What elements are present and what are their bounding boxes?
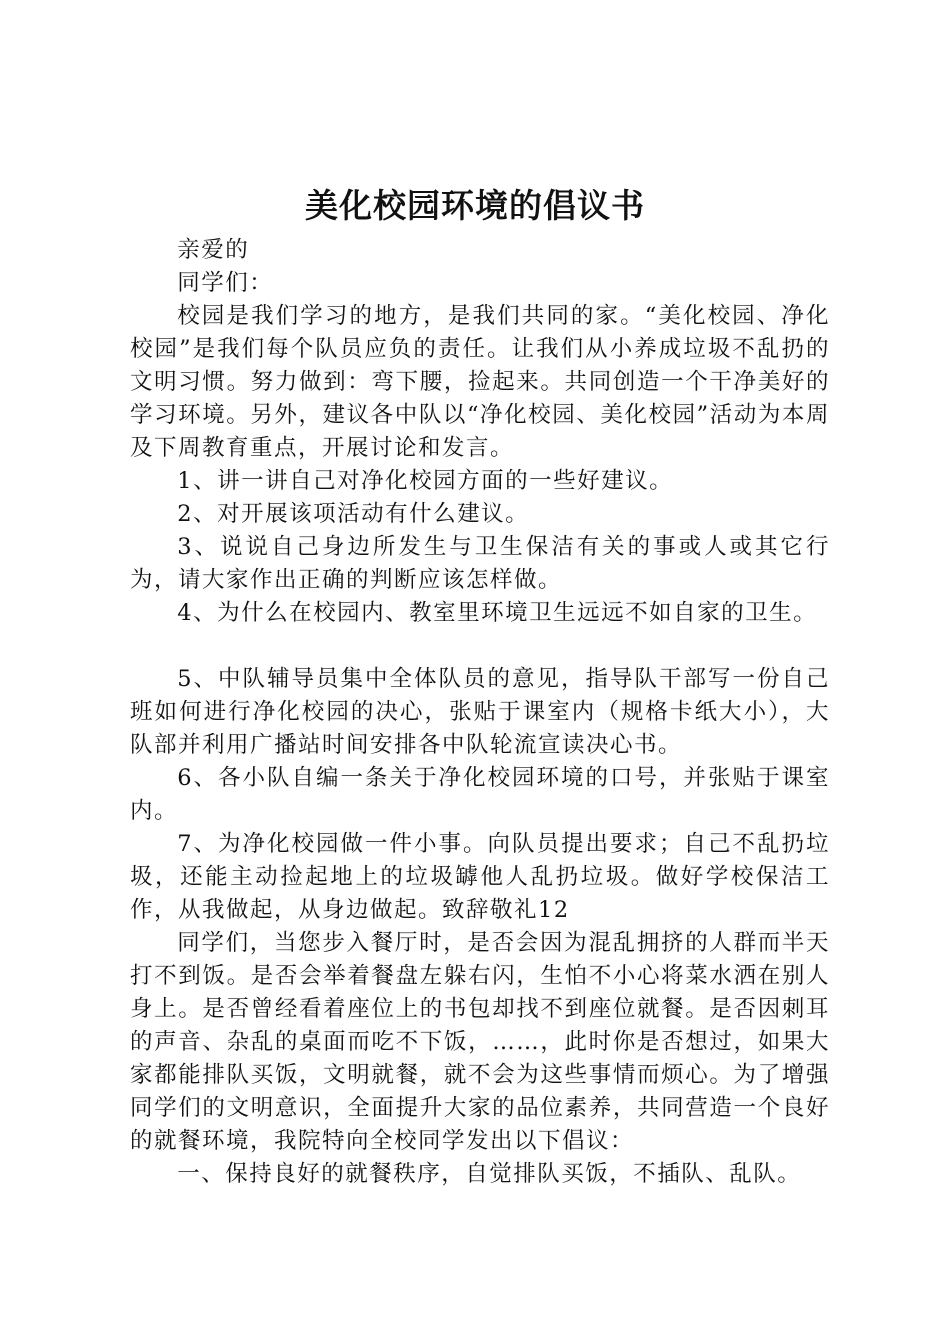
document-body <box>130 234 830 1191</box>
paragraph-item-7: 7、为净化校园做一件小事。向队员提出要求；自己不乱扔垃圾，还能主动捡起地上的垃圾罅他人乱扔垃圾。做好学校保洁工作，从我做起，从身边做起。致辞敬礼12 <box>130 831 830 923</box>
salutation-line-1: 亲爱的 <box>177 237 250 263</box>
paragraph-item-3: 3、说说自己身边所发生与卫生保洁有关的事或人或其它行为，请大家作出正确的判断应该怎样做。 <box>130 534 830 593</box>
paragraph-item-6: 6、各小队自编一条关于净化校园环境的口号，并张贴于课室内。 <box>130 765 830 824</box>
paragraph-item-5: 5、中队辅导员集中全体队员的意见，指导队干部写一份自己班如何进行净化校园的决心，张贴于课室内（规格卡纸大小），大队部并利用广播站时间安排各中队轮流宣读决心书。 <box>130 666 830 758</box>
paragraph-dining: 同学们，当您步入餐厅时，是否会因为混乱拥挤的人群而半天打不到饭。是否会举着餐盘左躲右闪，生怕不小心将菜水洒在别人身上。是否曾经看着座位上的书包却找不到座位就餐。是否因刺耳的声音、杂乱的桌面而吃不下饭，……，此时你是否想过，如果大家都能排队买饭，文明就餐，就不会为这些事情而烦心。为了增强同学们的文明意识，全面提升大家的品位素养，共同营造一个良好的就餐环境，我院特向全校同学发出以下倡议： <box>130 930 830 1154</box>
paragraph-item-1: 1、讲一讲自己对净化校园方面的一些好建议。 <box>177 468 674 494</box>
paragraph-intro: 校园是我们学习的地方，是我们共同的家。“美化校园、净化校园”是我们每个队员应负的责任。让我们从小养成垃圾不乱扔的文明习惯。努力做到：弯下腰，捡起来。共同创造一个干净美好的学习环境。另外，建议各中队以“净化校园、美化校园”活动为本周及下周教育重点，开展讨论和发言。 <box>130 303 830 461</box>
salutation-line-2: 同学们： <box>177 270 274 296</box>
paragraph-item-2: 2、对开展该项活动有什么建议。 <box>177 501 530 527</box>
paragraph-spacer <box>130 630 830 663</box>
document-title: 美化校园环境的倡议书 <box>305 186 645 225</box>
paragraph-item-4: 4、为什么在校园内、教室里环境卫生远远不如自家的卫生。 <box>177 600 818 626</box>
paragraph-proposal-1: 一、保持良好的就餐秩序，自觉排队买饭，不插队、乱队。 <box>177 1161 802 1187</box>
